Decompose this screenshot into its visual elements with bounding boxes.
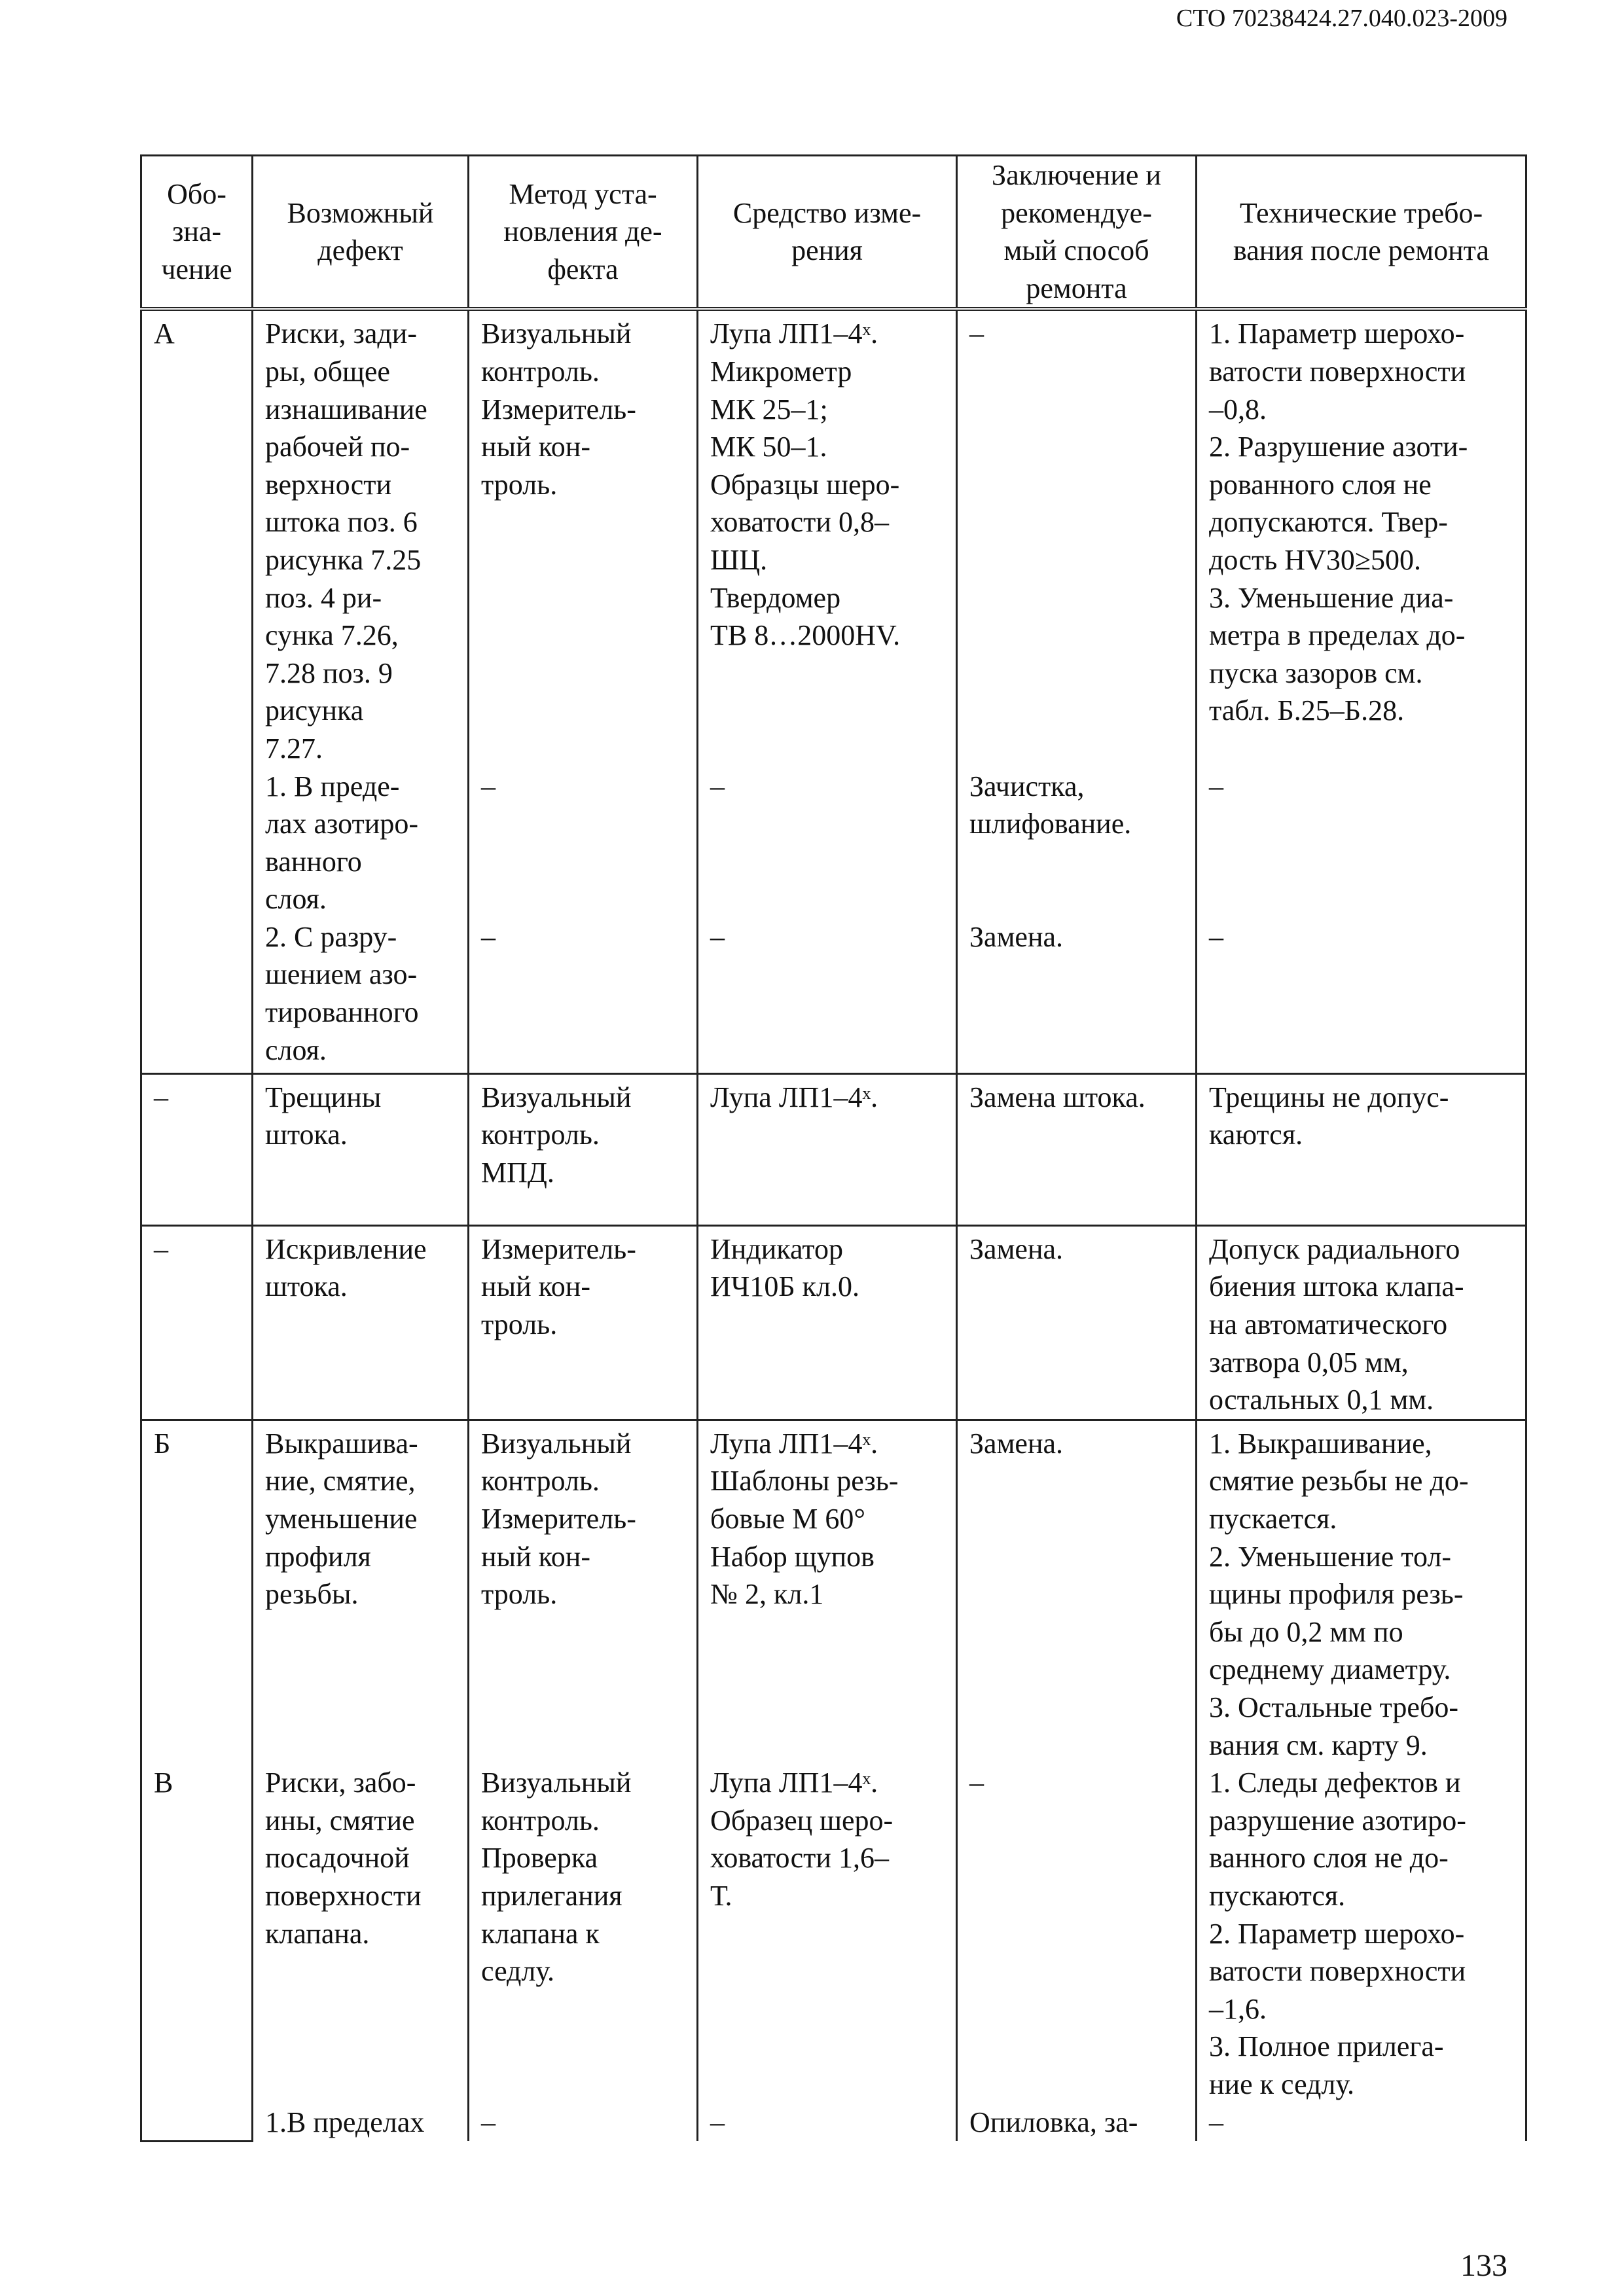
- header-detection-method: Метод уста- новления де- фекта: [469, 156, 698, 310]
- cell-repair: Замена. – Опиловка, за-: [957, 1420, 1197, 2141]
- table-header-row: [141, 156, 1526, 310]
- header-repair-method: Заключение и рекомендуе- мый способ ремонта: [957, 156, 1197, 310]
- cell-tool: Лупа ЛП1–4ˣ. Шаблоны резь- бовые М 60° Набор щупов № 2, кл.1 Лупа ЛП1–4ˣ. Образец шеро- ховатости 1,6– Т. –: [698, 1420, 957, 2141]
- cell-method: Визуальный контроль. Измеритель- ный кон- троль. Визуальный контроль. Проверка прилегания клапана к седлу. –: [469, 1420, 698, 2141]
- table-row: [141, 1420, 1526, 2141]
- header-technical-requirements: Технические требо- вания после ремонта: [1197, 156, 1526, 310]
- defect-table: [140, 154, 1527, 2142]
- page-number: 133: [1460, 2248, 1507, 2283]
- cell-method: Измеритель- ный кон- троль.: [469, 1225, 698, 1420]
- cell-designation: А: [141, 309, 253, 1073]
- header-possible-defect: Возможный дефект: [253, 156, 469, 310]
- cell-requirements: Трещины не допус- каются.: [1197, 1073, 1526, 1225]
- cell-tool: Индикатор ИЧ10Б кл.0.: [698, 1225, 957, 1420]
- cell-repair: – Зачистка, шлифование. Замена.: [957, 309, 1197, 1073]
- cell-tool: Лупа ЛП1–4ˣ. Микрометр МК 25–1; МК 50–1. Образцы шеро- ховатости 0,8– ШЦ. Твердомер ТВ 8…2000HV. – –: [698, 309, 957, 1073]
- cell-repair: Замена.: [957, 1225, 1197, 1420]
- cell-requirements: Допуск радиального биения штока клапа- на автоматического затвора 0,05 мм, остальных 0,1 мм.: [1197, 1225, 1526, 1420]
- cell-defect: Трещины штока.: [253, 1073, 469, 1225]
- cell-defect: Искривление штока.: [253, 1225, 469, 1420]
- cell-designation: –: [141, 1073, 253, 1225]
- cell-method: Визуальный контроль. Измеритель- ный кон- троль. – –: [469, 309, 698, 1073]
- table-row: [141, 309, 1526, 1073]
- cell-defect: Риски, зади- ры, общее изнашивание рабочей по- верхности штока поз. 6 рисунка 7.25 поз. 4 ри- сунка 7.26, 7.28 поз. 9 рисунка 7.27. 1. В преде- лах азотиро- ванного слоя. 2. С разру- шением азо- тированного слоя.: [253, 309, 469, 1073]
- document-code: СТО 70238424.27.040.023-2009: [1176, 5, 1507, 32]
- header-measuring-tool: Средство изме- рения: [698, 156, 957, 310]
- cell-designation: –: [141, 1225, 253, 1420]
- cell-defect: Выкрашива- ние, смятие, уменьшение профиля резьбы. Риски, забо- ины, смятие посадочной поверхности клапана. 1.В пределах: [253, 1420, 469, 2141]
- cell-requirements: 1. Выкрашивание, смятие резьбы не до- пускается. 2. Уменьшение тол- щины профиля резь- бы до 0,2 мм по среднему диаметру. 3. Остальные требо- вания см. карту 9. 1. Следы дефектов и разрушение азотиро- ванного слоя не до- пускаются. 2. Параметр шерохо- ватости поверхности –1,6. 3. Полное прилега- ние к седлу. –: [1197, 1420, 1526, 2141]
- cell-tool: Лупа ЛП1–4ˣ.: [698, 1073, 957, 1225]
- table-row: [141, 1073, 1526, 1225]
- cell-repair: Замена штока.: [957, 1073, 1197, 1225]
- cell-method: Визуальный контроль. МПД.: [469, 1073, 698, 1225]
- table-row: [141, 1225, 1526, 1420]
- cell-designation: Б В: [141, 1420, 253, 2141]
- cell-requirements: 1. Параметр шерохо- ватости поверхности –0,8. 2. Разрушение азоти- рованного слоя не допускаются. Твер- дость HV30≥500. 3. Уменьшение диа- метра в пределах до- пуска зазоров см. табл. Б.25–Б.28. – –: [1197, 309, 1526, 1073]
- header-designation: Обо- зна- чение: [141, 156, 253, 310]
